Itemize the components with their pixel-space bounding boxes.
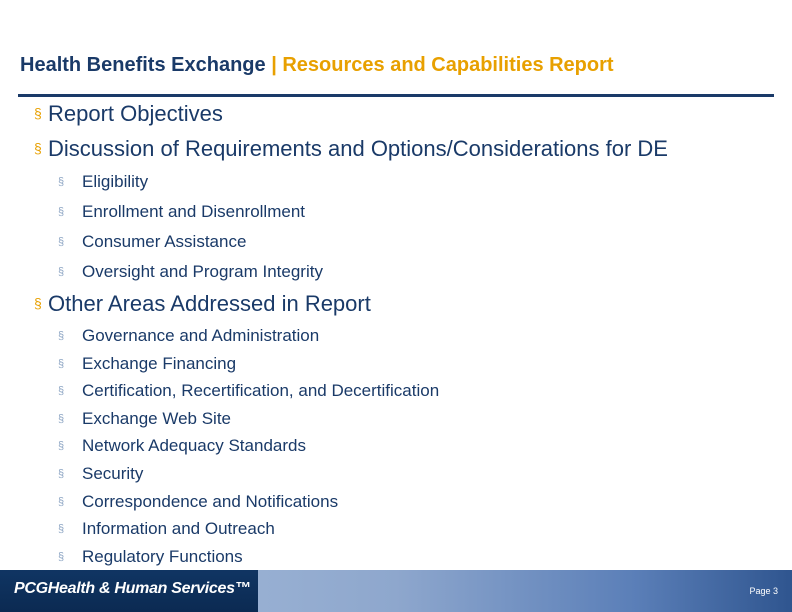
- sub-bullet: [58, 262, 323, 282]
- sub-bullet: [58, 436, 306, 456]
- sub-bullet-label: Security: [82, 464, 144, 483]
- sub-bullet-label: Eligibility: [82, 172, 149, 191]
- sub-bullet: [58, 409, 231, 429]
- sub-bullet-label: Exchange Web Site: [82, 409, 231, 428]
- bullet-icon: §: [58, 236, 65, 248]
- bullet-icon: §: [58, 330, 65, 342]
- sub-bullet: [58, 326, 319, 346]
- title-separator: |: [271, 54, 277, 76]
- bullet-other-areas: [34, 291, 371, 317]
- bullet-label: Report Objectives: [48, 101, 223, 126]
- sub-bullet-label: Certification, Recertification, and Decertification: [82, 381, 440, 400]
- bullet-icon: §: [58, 358, 65, 370]
- sub-bullet-label: Consumer Assistance: [82, 232, 247, 251]
- title-main: Health Benefits Exchange: [20, 54, 266, 76]
- page-number: Page 3: [749, 586, 778, 596]
- sub-bullet: [58, 172, 148, 192]
- bullet-icon: §: [58, 266, 65, 278]
- bullet-icon: §: [58, 440, 65, 452]
- page-title: [20, 54, 614, 77]
- sub-bullet-label: Information and Outreach: [82, 519, 275, 538]
- sub-bullet: [58, 232, 246, 252]
- bullet-icon: §: [58, 413, 65, 425]
- sub-bullet-label: Enrollment and Disenrollment: [82, 202, 305, 221]
- title-subtitle: Resources and Capabilities Report: [282, 54, 614, 76]
- bullet-icon: §: [58, 496, 65, 508]
- bullet-icon: §: [34, 105, 42, 121]
- bullet-icon: §: [58, 385, 65, 397]
- sub-bullet-label: Governance and Administration: [82, 326, 320, 345]
- sub-bullet-label: Exchange Financing: [82, 354, 237, 373]
- sub-bullet-label: Correspondence and Notifications: [82, 492, 339, 511]
- sub-bullet-label: Regulatory Functions: [82, 547, 243, 566]
- title-divider: [18, 94, 774, 97]
- sub-bullet-label: Oversight and Program Integrity: [82, 262, 323, 281]
- bullet-icon: §: [34, 140, 42, 156]
- sub-bullet: [58, 202, 305, 222]
- bullet-icon: §: [58, 176, 65, 188]
- bullet-icon: §: [58, 206, 65, 218]
- bullet-label: Discussion of Requirements and Options/Considerations for DE: [48, 136, 668, 161]
- sub-bullet: [58, 381, 439, 401]
- bullet-label: Other Areas Addressed in Report: [48, 291, 371, 316]
- sub-bullet: [58, 547, 243, 567]
- sub-bullet: [58, 464, 143, 484]
- bullet-icon: §: [58, 551, 65, 563]
- logo-text: PCGHealth & Human Services™: [14, 580, 251, 597]
- bullet-icon: §: [58, 468, 65, 480]
- pcg-logo: [0, 570, 258, 612]
- sub-bullet-label: Network Adequacy Standards: [82, 436, 306, 455]
- bullet-icon: §: [58, 523, 65, 535]
- bullet-icon: §: [34, 295, 42, 311]
- bullet-report-objectives: [34, 101, 223, 127]
- sub-bullet: [58, 354, 236, 374]
- sub-bullet: [58, 492, 338, 512]
- sub-bullet: [58, 519, 275, 539]
- bullet-discussion: [34, 136, 668, 162]
- footer-bar: [0, 570, 792, 612]
